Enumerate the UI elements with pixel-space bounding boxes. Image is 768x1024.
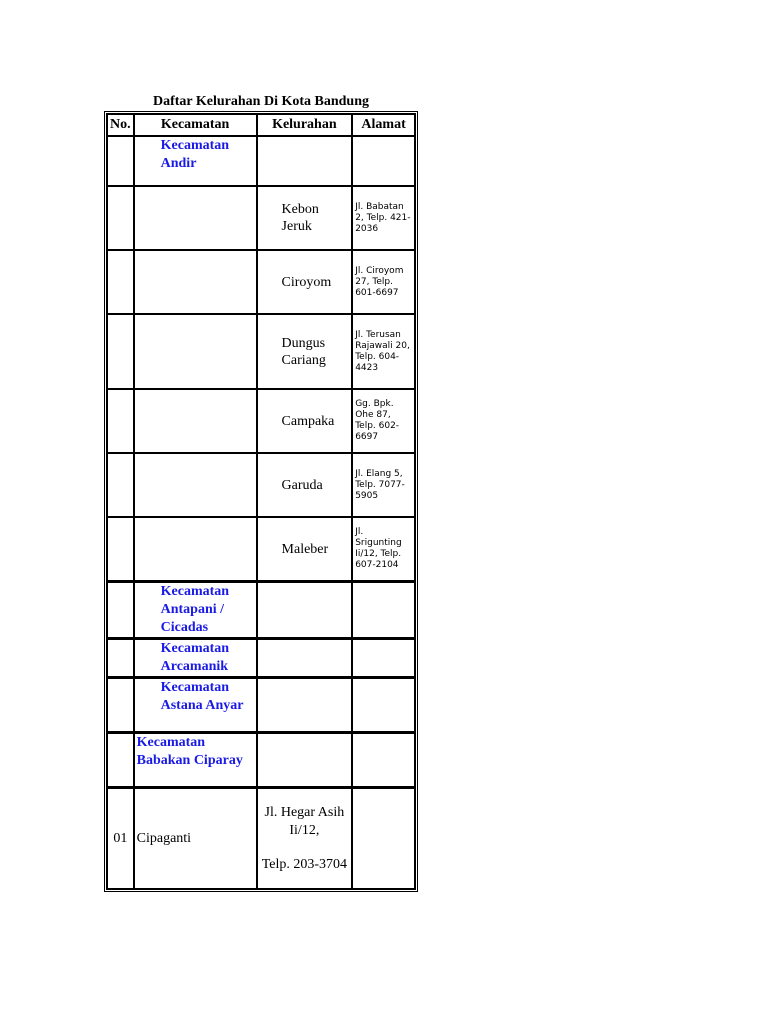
kecamatan-link[interactable]: Kecamatan Andir	[160, 138, 230, 171]
kelurahan-name: Campaka	[281, 413, 335, 429]
cell-kecamatan[interactable]	[134, 677, 257, 732]
table-row	[107, 250, 415, 314]
table-row	[107, 787, 415, 889]
table-row	[107, 638, 415, 677]
cell-kelurahan	[257, 136, 353, 186]
cell-alamat	[352, 250, 415, 314]
table-header-row	[107, 114, 415, 136]
kecamatan-link[interactable]: Kecamatan Astana Anyar	[160, 680, 244, 713]
table-row	[107, 453, 415, 517]
cell-kelurahan	[257, 638, 353, 677]
cell-kelurahan	[257, 250, 353, 314]
kecamatan-link[interactable]: Kecamatan Babakan Ciparay	[136, 735, 243, 768]
kelurahan-name: Garuda	[281, 477, 323, 493]
cell-alamat	[352, 186, 415, 250]
cell-alamat	[352, 136, 415, 186]
cell-kelurahan	[257, 389, 353, 453]
header-no: No.	[107, 114, 134, 136]
cell-kelurahan	[257, 732, 353, 787]
kelurahan-table	[104, 111, 418, 892]
cell-no	[107, 677, 134, 732]
table-row	[107, 677, 415, 732]
cell-kelurahan	[257, 314, 353, 389]
address-text: Jl. Elang 5, Telp. 7077-5905	[355, 468, 405, 501]
address-text: Jl. Terusan Rajawali 20, Telp. 604-4423	[355, 329, 410, 373]
cell-kecamatan: Cipaganti	[134, 787, 257, 889]
cell-no	[107, 389, 134, 453]
header-kelurahan: Kelurahan	[257, 114, 353, 136]
header-kecamatan: Kecamatan	[134, 114, 257, 136]
cell-no	[107, 314, 134, 389]
address-text: Jl. Srigunting Ii/12, Telp. 607-2104	[355, 527, 402, 570]
kecamatan-link[interactable]: Kecamatan Arcamanik	[160, 641, 230, 674]
cell-no	[107, 638, 134, 677]
cell-kecamatan[interactable]	[134, 581, 257, 638]
cell-no	[107, 136, 134, 186]
table-row	[107, 136, 415, 186]
cell-kecamatan	[134, 314, 257, 389]
address-text: Jl. Babatan 2, Telp. 421-2036	[355, 201, 411, 234]
cell-alamat	[352, 638, 415, 677]
cell-alamat	[352, 389, 415, 453]
cell-kecamatan	[134, 453, 257, 517]
table-row	[107, 389, 415, 453]
cell-kelurahan	[257, 787, 353, 889]
cell-alamat	[352, 787, 415, 889]
cell-alamat	[352, 677, 415, 732]
cell-no	[107, 581, 134, 638]
kelurahan-name: Kebon Jeruk	[281, 202, 319, 234]
table-row	[107, 517, 415, 581]
cell-kecamatan[interactable]	[134, 136, 257, 186]
table-row	[107, 186, 415, 250]
address-line: Jl. Hegar Asih Ii/12,	[264, 804, 345, 838]
cell-kelurahan	[257, 453, 353, 517]
table-row	[107, 581, 415, 638]
cell-no: 01	[107, 787, 134, 889]
kelurahan-name: Ciroyom	[281, 274, 332, 290]
kecamatan-link[interactable]: Kecamatan Antapani / Cicadas	[160, 584, 230, 635]
cell-kelurahan	[257, 581, 353, 638]
cell-kecamatan	[134, 389, 257, 453]
cell-alamat	[352, 732, 415, 787]
cell-kecamatan	[134, 517, 257, 581]
cell-alamat	[352, 314, 415, 389]
cell-kecamatan	[134, 250, 257, 314]
address-text: Jl. Ciroyom 27, Telp. 601-6697	[355, 265, 404, 298]
phone-line: Telp. 203-3704	[261, 856, 348, 872]
cell-alamat	[352, 453, 415, 517]
table-row	[107, 314, 415, 389]
header-alamat: Alamat	[352, 114, 415, 136]
document-title: Daftar Kelurahan Di Kota Bandung	[153, 94, 369, 109]
cell-kecamatan[interactable]	[134, 732, 257, 787]
cell-no	[107, 732, 134, 787]
kelurahan-name: Dungus Cariang	[281, 335, 326, 368]
address-text: Gg. Bpk. Ohe 87, Telp. 602-6697	[355, 399, 400, 442]
kelurahan-name: Maleber	[281, 541, 329, 557]
cell-kecamatan	[134, 186, 257, 250]
cell-no	[107, 453, 134, 517]
cell-kelurahan	[257, 677, 353, 732]
table-row	[107, 732, 415, 787]
cell-kelurahan	[257, 186, 353, 250]
cell-no	[107, 250, 134, 314]
cell-no	[107, 186, 134, 250]
cell-no	[107, 517, 134, 581]
cell-kelurahan	[257, 517, 353, 581]
cell-alamat	[352, 581, 415, 638]
cell-kecamatan[interactable]	[134, 638, 257, 677]
cell-alamat	[352, 517, 415, 581]
